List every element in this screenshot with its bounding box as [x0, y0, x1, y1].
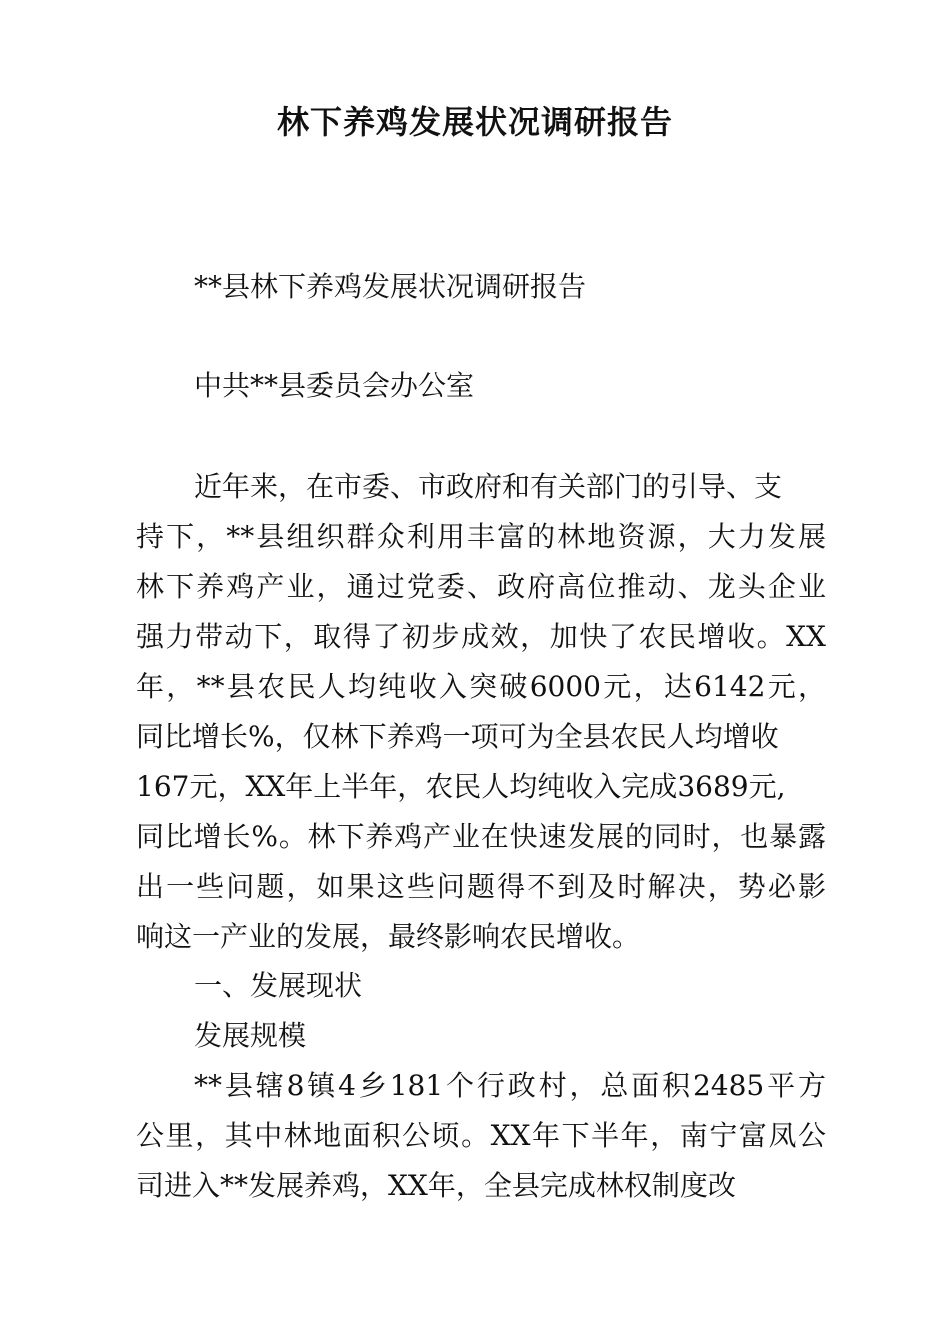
- paragraph-line: 响这一产业的发展，最终影响农民增收。: [136, 920, 641, 953]
- paragraph-line: 林下养鸡产业，通过党委、政府高位推动、龙头企业: [136, 570, 826, 603]
- paragraph-line: 年，**县农民人均纯收入突破6000元，达6142元，: [136, 670, 826, 703]
- document-author: 中共**县委员会办公室: [194, 369, 475, 402]
- paragraph-line: 近年来，在市委、市政府和有关部门的引导、支: [194, 470, 783, 503]
- paragraph-line: 持下，**县组织群众利用丰富的林地资源，大力发展: [136, 520, 826, 553]
- paragraph-line: 出一些问题，如果这些问题得不到及时解决，势必影: [136, 870, 826, 903]
- paragraph-line: **县辖8镇4乡181个行政村，总面积2485平方: [194, 1069, 826, 1102]
- document-title: 林下养鸡发展状况调研报告: [276, 103, 673, 141]
- paragraph-line: 同比增长%。林下养鸡产业在快速发展的同时，也暴露: [136, 820, 826, 853]
- section-subheading: 发展规模: [194, 1019, 307, 1052]
- section-heading: 一、发展现状: [194, 969, 363, 1002]
- document-subtitle: **县林下养鸡发展状况调研报告: [194, 270, 587, 303]
- paragraph-line: 强力带动下，取得了初步成效，加快了农民增收。XX: [136, 620, 826, 653]
- paragraph-line: 同比增长%，仅林下养鸡一项可为全县农民人均增收: [136, 720, 779, 753]
- paragraph-line: 司进入**发展养鸡，XX年，全县完成林权制度改: [136, 1169, 736, 1202]
- paragraph-line: 公里，其中林地面积公顷。XX年下半年，南宁富凤公: [136, 1119, 826, 1152]
- paragraph-line: 167元，XX年上半年，农民人均纯收入完成3689元,: [136, 770, 786, 803]
